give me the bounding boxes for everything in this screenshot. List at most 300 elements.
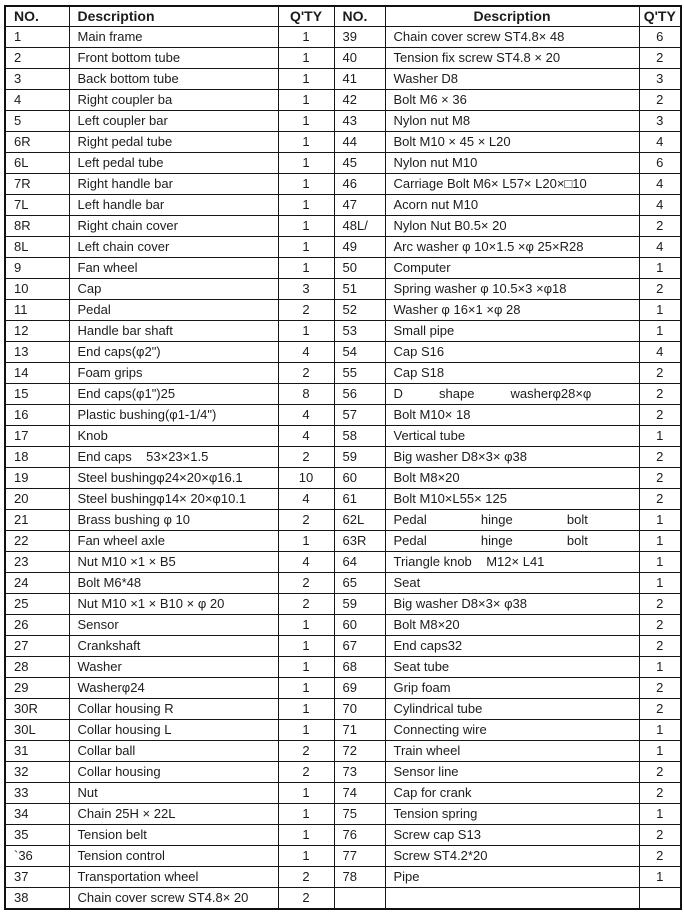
part-no: 30L: [5, 719, 69, 740]
table-row: [5, 761, 681, 782]
part-description: Bolt M10 × 45 × L20: [385, 131, 639, 152]
part-qty: 2: [639, 215, 681, 236]
part-description: Collar ball: [69, 740, 278, 761]
part-description: Nut: [69, 782, 278, 803]
part-description: Seat tube: [385, 656, 639, 677]
table-row: [5, 572, 681, 593]
part-no: 2: [5, 47, 69, 68]
part-description: Fan wheel: [69, 257, 278, 278]
part-qty: 2: [278, 509, 334, 530]
part-qty: 1: [278, 656, 334, 677]
part-description: Foam grips: [69, 362, 278, 383]
header-no-right: NO.: [334, 6, 385, 26]
table-row: [5, 845, 681, 866]
part-description: Fan wheel axle: [69, 530, 278, 551]
part-description: Chain cover screw ST4.8× 20: [69, 887, 278, 909]
part-no: 48L/: [334, 215, 385, 236]
part-description: Nylon Nut B0.5× 20: [385, 215, 639, 236]
part-no: 49: [334, 236, 385, 257]
part-description: Sensor line: [385, 761, 639, 782]
part-no: 25: [5, 593, 69, 614]
part-qty: 1: [278, 635, 334, 656]
table-row: [5, 593, 681, 614]
table-row: [5, 425, 681, 446]
table-row: [5, 530, 681, 551]
part-no: 77: [334, 845, 385, 866]
table-row: [5, 467, 681, 488]
part-qty: 1: [639, 656, 681, 677]
part-no: 7R: [5, 173, 69, 194]
part-qty: 1: [278, 824, 334, 845]
part-qty: 6: [639, 152, 681, 173]
part-qty: 1: [278, 719, 334, 740]
table-row: [5, 698, 681, 719]
part-no: 59: [334, 593, 385, 614]
part-no: 75: [334, 803, 385, 824]
part-no: 14: [5, 362, 69, 383]
part-description: Spring washer φ 10.5×3 ×φ18: [385, 278, 639, 299]
part-no: 39: [334, 26, 385, 47]
header-description-right: Description: [385, 6, 639, 26]
part-description: Pipe: [385, 866, 639, 887]
part-description: Tension control: [69, 845, 278, 866]
part-qty: 2: [639, 698, 681, 719]
part-qty: 1: [278, 68, 334, 89]
table-row: [5, 488, 681, 509]
part-no: 71: [334, 719, 385, 740]
part-description: Tension spring: [385, 803, 639, 824]
part-description: Nylon nut M10: [385, 152, 639, 173]
part-description: Nut M10 ×1 × B5: [69, 551, 278, 572]
part-description: Bolt M8×20: [385, 614, 639, 635]
table-row: [5, 152, 681, 173]
part-description: Train wheel: [385, 740, 639, 761]
part-qty: 1: [639, 257, 681, 278]
part-description: Cylindrical tube: [385, 698, 639, 719]
table-row: [5, 404, 681, 425]
part-qty: 1: [278, 803, 334, 824]
part-qty: 1: [639, 299, 681, 320]
part-description: Left coupler bar: [69, 110, 278, 131]
part-qty: 6: [639, 26, 681, 47]
part-qty: 2: [639, 635, 681, 656]
part-no: 35: [5, 824, 69, 845]
part-no: 5: [5, 110, 69, 131]
table-row: [5, 803, 681, 824]
part-no: 52: [334, 299, 385, 320]
part-qty: 3: [278, 278, 334, 299]
part-no: 18: [5, 446, 69, 467]
part-no: 53: [334, 320, 385, 341]
part-description: Crankshaft: [69, 635, 278, 656]
part-description: Steel bushingφ14× 20×φ10.1: [69, 488, 278, 509]
part-description: Washer: [69, 656, 278, 677]
part-description: Bolt M8×20: [385, 467, 639, 488]
part-no: 40: [334, 47, 385, 68]
part-qty: 1: [639, 425, 681, 446]
table-row: [5, 341, 681, 362]
part-qty: 2: [278, 866, 334, 887]
part-description: Tension fix screw ST4.8 × 20: [385, 47, 639, 68]
part-no: 60: [334, 467, 385, 488]
part-qty: 1: [278, 614, 334, 635]
part-description: Tension belt: [69, 824, 278, 845]
part-description: Right chain cover: [69, 215, 278, 236]
part-no: 76: [334, 824, 385, 845]
part-qty: 8: [278, 383, 334, 404]
part-qty: 1: [639, 803, 681, 824]
part-no: [334, 887, 385, 909]
part-description: Brass bushing φ 10: [69, 509, 278, 530]
part-no: 42: [334, 89, 385, 110]
part-description: Washer φ 16×1 ×φ 28: [385, 299, 639, 320]
part-description: Computer: [385, 257, 639, 278]
parts-table: [4, 5, 682, 910]
part-description: Nut M10 ×1 × B10 × φ 20: [69, 593, 278, 614]
part-qty: 4: [278, 488, 334, 509]
part-description: Carriage Bolt M6× L57× L20×□10: [385, 173, 639, 194]
part-description: Nylon nut M8: [385, 110, 639, 131]
part-no: 64: [334, 551, 385, 572]
part-no: 30R: [5, 698, 69, 719]
part-qty: 2: [639, 89, 681, 110]
part-qty: 2: [639, 383, 681, 404]
table-row: [5, 299, 681, 320]
part-description: Left pedal tube: [69, 152, 278, 173]
part-description: Transportation wheel: [69, 866, 278, 887]
part-description: Vertical tube: [385, 425, 639, 446]
part-no: 45: [334, 152, 385, 173]
part-description: Pedal: [69, 299, 278, 320]
part-description: Main frame: [69, 26, 278, 47]
part-description: Right handle bar: [69, 173, 278, 194]
part-no: 73: [334, 761, 385, 782]
part-description: D shape washerφ28×φ: [385, 383, 639, 404]
part-no: 56: [334, 383, 385, 404]
part-qty: 4: [278, 341, 334, 362]
header-description-left: Description: [69, 6, 278, 26]
part-no: 22: [5, 530, 69, 551]
part-no: 59: [334, 446, 385, 467]
part-qty: 1: [639, 551, 681, 572]
part-no: 8L: [5, 236, 69, 257]
part-no: 20: [5, 488, 69, 509]
part-qty: 1: [278, 530, 334, 551]
part-no: 47: [334, 194, 385, 215]
part-no: 9: [5, 257, 69, 278]
part-no: 13: [5, 341, 69, 362]
part-no: 1: [5, 26, 69, 47]
part-description: End caps32: [385, 635, 639, 656]
part-qty: 1: [639, 509, 681, 530]
table-row: [5, 824, 681, 845]
table-row: [5, 656, 681, 677]
part-no: 41: [334, 68, 385, 89]
part-qty: 1: [639, 719, 681, 740]
part-qty: 1: [278, 47, 334, 68]
part-no: 31: [5, 740, 69, 761]
part-description: End caps 53×23×1.5: [69, 446, 278, 467]
part-no: 38: [5, 887, 69, 909]
part-no: 62L: [334, 509, 385, 530]
part-qty: 1: [639, 572, 681, 593]
header-no-left: NO.: [5, 6, 69, 26]
table-row: [5, 194, 681, 215]
part-qty: 2: [639, 782, 681, 803]
part-qty: 4: [639, 131, 681, 152]
part-qty: 2: [278, 572, 334, 593]
part-no: 74: [334, 782, 385, 803]
part-no: 16: [5, 404, 69, 425]
part-qty: 10: [278, 467, 334, 488]
table-row: [5, 782, 681, 803]
part-no: 61: [334, 488, 385, 509]
part-qty: 2: [639, 845, 681, 866]
part-description: Screw cap S13: [385, 824, 639, 845]
table-row: [5, 278, 681, 299]
header-qty-right: Q'TY: [639, 6, 681, 26]
part-no: 23: [5, 551, 69, 572]
part-qty: 1: [278, 173, 334, 194]
part-qty: 2: [639, 446, 681, 467]
part-no: 46: [334, 173, 385, 194]
part-qty: 2: [278, 761, 334, 782]
part-no: 72: [334, 740, 385, 761]
part-no: 58: [334, 425, 385, 446]
part-description: Bolt M6*48: [69, 572, 278, 593]
table-row: [5, 614, 681, 635]
part-description: Pedal hinge bolt: [385, 530, 639, 551]
part-description: Collar housing: [69, 761, 278, 782]
part-no: 37: [5, 866, 69, 887]
part-no: `36: [5, 845, 69, 866]
table-row: [5, 446, 681, 467]
part-no: 65: [334, 572, 385, 593]
part-description: Handle bar shaft: [69, 320, 278, 341]
part-description: Cap S16: [385, 341, 639, 362]
part-no: 8R: [5, 215, 69, 236]
part-description: Chain cover screw ST4.8× 48: [385, 26, 639, 47]
part-qty: 2: [639, 488, 681, 509]
part-qty: 1: [639, 866, 681, 887]
part-no: 4: [5, 89, 69, 110]
part-description: Bolt M10× 18: [385, 404, 639, 425]
table-row: [5, 26, 681, 47]
part-qty: 4: [278, 404, 334, 425]
part-qty: 2: [639, 404, 681, 425]
part-description: Big washer D8×3× φ38: [385, 593, 639, 614]
part-qty: 4: [639, 341, 681, 362]
part-description: Pedal hinge bolt: [385, 509, 639, 530]
part-description: Seat: [385, 572, 639, 593]
part-description: Left chain cover: [69, 236, 278, 257]
part-qty: 2: [639, 677, 681, 698]
part-description: Plastic bushing(φ1-1/4"): [69, 404, 278, 425]
part-no: 12: [5, 320, 69, 341]
table-row: [5, 677, 681, 698]
header-row: [5, 6, 681, 26]
part-qty: 2: [639, 593, 681, 614]
part-qty: 2: [278, 299, 334, 320]
part-no: 11: [5, 299, 69, 320]
part-qty: 4: [639, 194, 681, 215]
part-description: [385, 887, 639, 909]
part-qty: 1: [278, 110, 334, 131]
part-description: Bolt M10×L55× 125: [385, 488, 639, 509]
part-no: 55: [334, 362, 385, 383]
part-qty: 1: [278, 320, 334, 341]
part-no: 29: [5, 677, 69, 698]
part-no: 54: [334, 341, 385, 362]
part-description: Big washer D8×3× φ38: [385, 446, 639, 467]
part-no: 43: [334, 110, 385, 131]
part-qty: 2: [639, 614, 681, 635]
part-description: End caps(φ2"): [69, 341, 278, 362]
part-no: 63R: [334, 530, 385, 551]
part-qty: 2: [278, 740, 334, 761]
part-qty: 3: [639, 68, 681, 89]
part-no: 7L: [5, 194, 69, 215]
part-qty: 2: [278, 593, 334, 614]
part-description: Cap for crank: [385, 782, 639, 803]
part-description: Connecting wire: [385, 719, 639, 740]
part-description: Right coupler ba: [69, 89, 278, 110]
part-no: 50: [334, 257, 385, 278]
part-description: Cap S18: [385, 362, 639, 383]
part-qty: 3: [639, 110, 681, 131]
table-row: [5, 362, 681, 383]
part-description: Bolt M6 × 36: [385, 89, 639, 110]
part-description: Back bottom tube: [69, 68, 278, 89]
table-row: [5, 89, 681, 110]
part-qty: 1: [278, 782, 334, 803]
part-qty: 2: [278, 446, 334, 467]
part-no: 24: [5, 572, 69, 593]
part-qty: 2: [278, 887, 334, 909]
table-row: [5, 47, 681, 68]
part-description: Cap: [69, 278, 278, 299]
table-row: [5, 215, 681, 236]
table-row: [5, 383, 681, 404]
part-description: Small pipe: [385, 320, 639, 341]
part-no: 6L: [5, 152, 69, 173]
part-description: Grip foam: [385, 677, 639, 698]
part-description: Knob: [69, 425, 278, 446]
table-row: [5, 719, 681, 740]
part-qty: 4: [639, 173, 681, 194]
part-no: 70: [334, 698, 385, 719]
part-no: 6R: [5, 131, 69, 152]
table-row: [5, 236, 681, 257]
part-no: 26: [5, 614, 69, 635]
part-description: Triangle knob M12× L41: [385, 551, 639, 572]
table-row: [5, 257, 681, 278]
part-description: Washer D8: [385, 68, 639, 89]
part-description: Chain 25H × 22L: [69, 803, 278, 824]
part-description: Washerφ24: [69, 677, 278, 698]
part-qty: 1: [639, 530, 681, 551]
part-no: 69: [334, 677, 385, 698]
part-no: 28: [5, 656, 69, 677]
part-qty: 4: [639, 236, 681, 257]
table-row: [5, 866, 681, 887]
part-description: Arc washer φ 10×1.5 ×φ 25×R28: [385, 236, 639, 257]
table-row: [5, 68, 681, 89]
part-qty: 1: [278, 698, 334, 719]
part-description: Screw ST4.2*20: [385, 845, 639, 866]
part-qty: 1: [278, 257, 334, 278]
part-no: 19: [5, 467, 69, 488]
part-qty: 1: [639, 740, 681, 761]
part-qty: 1: [278, 89, 334, 110]
part-qty: 1: [278, 845, 334, 866]
part-description: Collar housing R: [69, 698, 278, 719]
part-no: 15: [5, 383, 69, 404]
part-description: Steel bushingφ24×20×φ16.1: [69, 467, 278, 488]
part-description: Sensor: [69, 614, 278, 635]
part-description: Left handle bar: [69, 194, 278, 215]
part-qty: 1: [278, 152, 334, 173]
part-description: Collar housing L: [69, 719, 278, 740]
part-no: 67: [334, 635, 385, 656]
part-no: 17: [5, 425, 69, 446]
table-row: [5, 551, 681, 572]
part-no: 3: [5, 68, 69, 89]
part-qty: 2: [639, 467, 681, 488]
table-row: [5, 320, 681, 341]
part-qty: 2: [278, 362, 334, 383]
table-row: [5, 131, 681, 152]
part-no: 33: [5, 782, 69, 803]
part-qty: 1: [278, 131, 334, 152]
part-no: 68: [334, 656, 385, 677]
part-qty: 1: [278, 677, 334, 698]
part-qty: 2: [639, 362, 681, 383]
part-no: 34: [5, 803, 69, 824]
part-no: 60: [334, 614, 385, 635]
part-qty: 1: [639, 320, 681, 341]
part-description: End caps(φ1")25: [69, 383, 278, 404]
part-qty: 4: [278, 425, 334, 446]
part-qty: 2: [639, 47, 681, 68]
part-no: 44: [334, 131, 385, 152]
part-description: Acorn nut M10: [385, 194, 639, 215]
table-row: [5, 173, 681, 194]
header-qty-left: Q'TY: [278, 6, 334, 26]
part-qty: 1: [278, 236, 334, 257]
part-qty: 1: [278, 26, 334, 47]
part-no: 51: [334, 278, 385, 299]
table-row: [5, 635, 681, 656]
part-no: 27: [5, 635, 69, 656]
table-row: [5, 110, 681, 131]
table-row: [5, 509, 681, 530]
part-no: 57: [334, 404, 385, 425]
part-qty: 1: [278, 194, 334, 215]
part-description: Front bottom tube: [69, 47, 278, 68]
part-description: Right pedal tube: [69, 131, 278, 152]
part-qty: 2: [639, 761, 681, 782]
part-qty: [639, 887, 681, 909]
part-qty: 1: [278, 215, 334, 236]
table-row: [5, 740, 681, 761]
part-qty: 2: [639, 278, 681, 299]
part-no: 32: [5, 761, 69, 782]
table-row: [5, 887, 681, 909]
part-no: 10: [5, 278, 69, 299]
part-no: 21: [5, 509, 69, 530]
part-qty: 4: [278, 551, 334, 572]
